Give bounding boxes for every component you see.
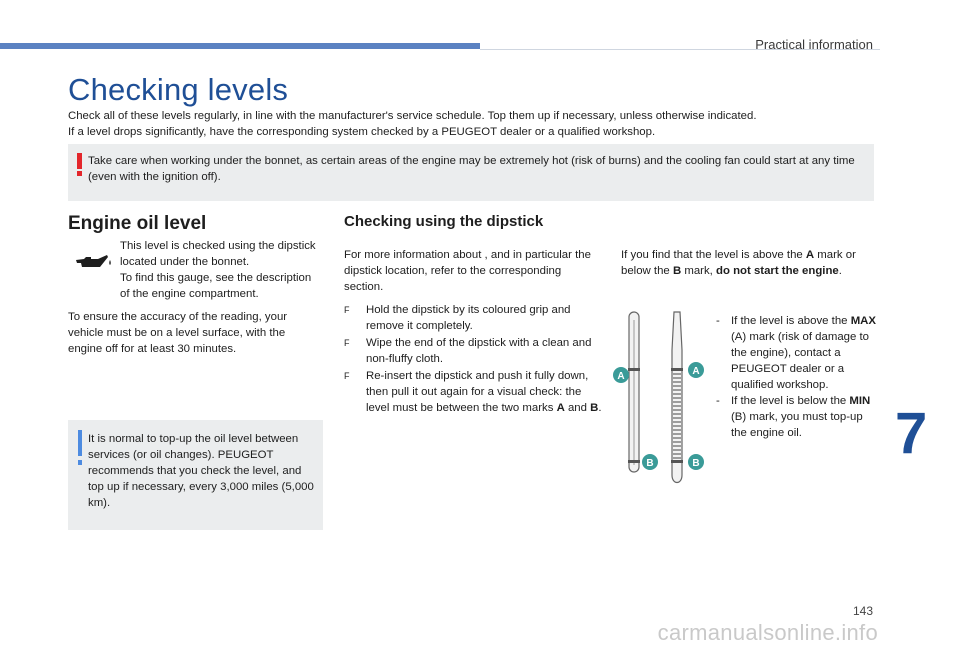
dipstick-heading: Checking using the dipstick <box>344 213 544 230</box>
badge-a-left <box>613 367 629 383</box>
info-icon <box>78 430 82 456</box>
oil-desc-line-1: This level is checked using the dipstick located under the bonnet. <box>120 240 316 268</box>
level-item-min: - If the level is below the MIN (B) mark, you must top-up the engine oil. <box>716 395 871 439</box>
dipstick-left <box>628 312 640 472</box>
page-title: Checking levels <box>68 72 289 107</box>
badge-b-left <box>642 454 658 470</box>
more-info-text: For more information about , and in particular the dipstick location, refer to the corresponding section. <box>344 249 591 293</box>
arrow-icon: F <box>344 305 350 315</box>
dipstick-steps <box>344 302 604 417</box>
oil-can-icon <box>74 252 114 276</box>
badge-a-right <box>688 362 704 378</box>
step-item: F Re-insert the dipstick and push it fully down, then pull it out again for a visual check: the level must be between the two marks A and B. <box>344 370 602 414</box>
warning-text: Take care when working under the bonnet, as certain areas of the engine may be extremely hot (risk of burns) and the cooling fan could start at any time (even with the ignition off). <box>88 155 855 183</box>
step-item: F Hold the dipstick by its coloured grip and remove it completely. <box>344 304 571 332</box>
level-instructions <box>716 313 876 441</box>
info-note-box <box>68 420 323 530</box>
arrow-icon: F <box>344 371 350 381</box>
watermark: carmanualsonline.info <box>657 620 878 645</box>
svg-text:A: A <box>617 371 625 382</box>
level-warning-text: If you find that the level is above the A mark or below the B mark, do not start the engine. <box>621 249 856 277</box>
oil-level-description <box>120 238 320 302</box>
level-item-max: - If the level is above the MAX (A) mark (risk of damage to the engine), contact a PEUGEOT dealer or a qualified workshop. <box>716 315 876 391</box>
section-title: Practical information <box>755 37 873 52</box>
svg-text:B: B <box>646 458 654 469</box>
page-number: 143 <box>852 604 873 618</box>
chapter-number: 7 <box>895 401 928 466</box>
warning-box <box>68 144 874 201</box>
info-note-text: It is normal to top-up the oil level between services (or oil changes). PEUGEOT recommends that you check the level, and top up if necessary, every 3,000 miles (5,000 km). <box>88 433 314 509</box>
intro-line-2: If a level drops significantly, have the corresponding system checked by a PEUGEOT dealer or a qualified workshop. <box>68 126 656 138</box>
arrow-icon: F <box>344 338 350 348</box>
intro-line-1: Check all of these levels regularly, in line with the manufacturer's service schedule. Top them up if necessary, unless otherwise indicated. <box>68 110 757 122</box>
oil-desc-line-2: To find this gauge, see the description of the engine compartment. <box>120 272 312 300</box>
accuracy-text: To ensure the accuracy of the reading, your vehicle must be on a level surface, with the engine off for at least 30 minutes. <box>68 311 288 355</box>
svg-text:A: A <box>692 366 700 377</box>
svg-text:B: B <box>692 458 700 469</box>
warning-icon <box>77 153 82 175</box>
dipstick-illustration <box>612 310 708 492</box>
badge-b-right <box>688 454 704 470</box>
dipstick-right <box>671 312 683 483</box>
header-accent-bar <box>0 43 480 49</box>
engine-oil-heading: Engine oil level <box>68 213 207 234</box>
intro-text <box>68 108 868 140</box>
step-item: F Wipe the end of the dipstick with a clean and non-fluffy cloth. <box>344 337 592 365</box>
